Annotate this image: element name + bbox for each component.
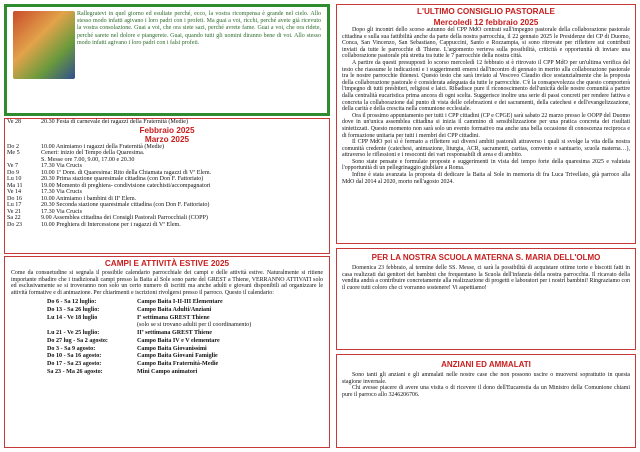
pastoral-council-date: Mercoledì 12 febbraio 2025: [433, 18, 539, 27]
camp-name: Iª settimana GREST Thiene: [137, 314, 210, 321]
calendar-date: Ve 21: [7, 208, 22, 215]
camp-dates: Do 17 - Sa 23 agosto:: [47, 361, 102, 367]
quote-text: Rallegratevi in quel giorno ed esultate perché, ecco, la vostra ricompensa è grande nel cielo. Allo stesso modo infatti agivano i loro padri con i profeti. Ma guai a voi, ricchi, perché avete già ricevuto la vostra consolazione. Guai a voi, che ora siete sazi, perché avrete fame. Guai a voi, che ora ridete, perché sarete nel dolore e piangerete. Guai, quando tutti gli uomini diranno bene di voi. Allo stesso modo infatti agivano i loro padri con i falsi profeti.: [77, 11, 321, 46]
camp-name: Campo Baita Adulti/Anziani: [137, 307, 212, 314]
pastoral-council-paragraph: A partire da questi presupposti lo scorso mercoledì 12 febbraio si è ritrovato il CPP MdO per un'ultima verifica del testo che riassume le indicazioni e i suggerimenti emersi dall'incontro di gennaio in merito alla collaborazione pastorale tra le nostre parrocchie thienesi. Questo testo che sarà inviato al Vescovo Claudio dice sostanzialmente che la proposta della collaborazione pastorale è considerata adeguata da tutte le parrocchie. C'è la consapevolezza che questo comporterà l'impegno di tutti presbiteri, religiosi e laici. Ribadisce pure il riconoscimento dell'unicità delle nostre comunità a partire dalla centralità eucaristica prima ancora di ogni scelta. Suggerisce inoltre una serie di passi concreti per rendere fattiva e concreta la collaborazione dal punto di vista delle celebrazioni e dei sacramenti, della catechesi e dell'evangelizzazione, della carità e della crescita nella comunione ecclesiale.: [342, 59, 630, 113]
calendar-event: 17.30 Via Crucis: [41, 189, 82, 195]
calendar-date: Lu 10: [7, 176, 22, 182]
nursery-school-article: [336, 248, 636, 350]
calendar-event: 10.00 Animiamo i bambini di IIª Elem.: [41, 195, 137, 202]
camp-name: Campo Baita I-II-III Elementare: [137, 299, 223, 306]
calendar-date: Me 5: [7, 150, 20, 156]
calendar-event: 17.30 Via Crucis: [41, 163, 82, 169]
pastoral-council-paragraph: Il CPP MdO poi si è fermato a riflettere sui diversi ambiti pastorali attraverso i quali si svolge la vita della nostra comunità credente (catechesi, animazione, liturgia, ACR, sacramenti, caritas, convento e santuario, scuola materna…), attraverso le riflessioni e i resoconti dei vari responsabili di area e di ambito.: [342, 139, 630, 159]
camp-dates: Do 27 lug - Sa 2 agosto:: [47, 337, 108, 344]
elderly-sick-article: [336, 354, 636, 448]
gospel-quote-box: [4, 4, 330, 116]
camp-dates: Do 6 - Sa 12 luglio:: [47, 299, 97, 306]
camp-dates: [47, 322, 137, 330]
calendar: [4, 118, 330, 254]
calendar-event: 19.00 Momento di preghiera- condivisione catechisti/accompagnatori: [41, 182, 211, 189]
calendar-date: Do 9: [7, 169, 20, 176]
summer-camps-intro: Come da consuetudine si segnala il possibile calendario parrocchiale dei campi e delle attività estive. Naturalmente si ritiene importante ribadire che i tradizionali campi presso la Baita al Sole sono parte del GREST a Thiene, VERRANNO ATTIVATI solo ed esclusivamente se si troveranno non solo un certo numero di iscritti ma anche adulti e giovani disponibili ad organizzare le attività formative e di animazione. Per chiarimenti e iscrizioni rivolgersi presso il parroco. Questo il calendario:: [11, 270, 323, 296]
calendar-event: 9.00 Assemblea cittadina dei Consigli Pastorali Parrocchiali (COPP): [41, 215, 208, 221]
camp-row: [47, 330, 255, 338]
camp-name: Mini Campo animatori: [137, 368, 198, 375]
calendar-event: 20.30 Seconda stazione quaresimale cittadina (con Don F. Fattoriato): [41, 202, 210, 208]
calendar-entry: [5, 119, 329, 126]
camp-name: Campo Baita Giovani Famiglie: [137, 353, 218, 360]
calendar-event: Ceneri: inizio del Tempo della Quaresima.: [41, 150, 145, 156]
camp-row: [47, 361, 255, 369]
pastoral-council-article: [336, 4, 636, 244]
nursery-school-title: PER LA NOSTRA SCUOLA MATERNA S. MARIA DELL'OLMO: [371, 253, 601, 262]
camp-name: Campo Baita IV e V elementare: [137, 337, 220, 344]
nursery-school-text: Domenica 23 febbraio, al termine delle SS. Messe, ci sarà la possibilità di acquistare ottime torte e biscotti fatti in casa realizzati dai genitori dei bambini che frequentano la Scuola dell'infanzia della nostra parrocchia. Il ricavato della vendita andrà a contribuire concretamente alla realizzazione di progetti e laboratori per i nostri bambini! Ringraziamo con il cuore tutti coloro che ci vorranno sostenere! Vi aspettiamo!: [342, 265, 630, 291]
summer-camps-table: [47, 299, 255, 376]
pastoral-council-title: L'ULTIMO CONSIGLIO PASTORALE: [417, 7, 555, 16]
camp-row: [47, 353, 255, 361]
camp-row: [47, 369, 255, 377]
summer-camps-title: CAMPI E ATTIVITÀ ESTIVE 2025: [104, 259, 230, 268]
camp-dates: Do 13 - Sa 26 luglio:: [47, 307, 100, 314]
calendar-date: Ve 28: [7, 119, 22, 125]
camp-dates: Do 10 - Sa 16 agosto:: [47, 353, 102, 360]
calendar-date: Do 16: [7, 195, 23, 202]
elderly-sick-text-1: Sono tanti gli anziani e gli ammalati nelle nostre case che non possono uscire o muoversi soprattutto in questa stagione invernale.: [342, 372, 630, 385]
camp-dates: Sa 23 - Ma 26 agosto:: [47, 368, 103, 375]
summer-camps-section: [4, 256, 330, 448]
calendar-event: 10.00 Animiamo i ragazzi della Fraternità (Medie): [41, 143, 165, 150]
camp-dates: Lu 14 - Ve 18 luglio: [47, 314, 98, 321]
calendar-event: 10.00 Preghiera di Intercessione per i ragazzi di Vª Elem.: [41, 221, 181, 228]
elderly-sick-text-2: Chi avesse piacere di avere una visita o di ricevere il dono dell'Eucarestia da un Ministro della Comunione chiami pure il parroco allo 3246206706.: [342, 385, 630, 398]
camp-name: IIª settimana GREST Thiene: [137, 330, 212, 337]
right-column: [336, 4, 636, 448]
calendar-entry: [5, 222, 329, 229]
camp-row: [47, 299, 255, 307]
calendar-event: 20.30 Prima stazione quaresimale cittadina (con Don F. Fattoriato): [41, 176, 204, 182]
calendar-date: Lu 17: [7, 202, 22, 208]
calendar-february-prelude: [5, 119, 329, 126]
calendar-date: Sa 22: [7, 215, 21, 221]
camp-row: [47, 346, 255, 354]
calendar-date: Ve 7: [7, 163, 18, 169]
camp-dates: Do 3 - Sa 9 agosto:: [47, 345, 96, 352]
pastoral-council-paragraph: Ora il prossimo appuntamento per tutti i CPP cittadini (CP e CPGE) sarà sabato 22 marzo presso le OOPP del Duomo dove in un'unica assemblea cittadina si inizia il cammino di sensibilizzazione per una pratica concreta dei risultati sintetizzati. Questo momento non sarà solo un evento formativo ma anche una bella occasione di conoscenza reciproca e di formazione unitaria per tutti i membri dei CPP cittadini.: [342, 112, 630, 139]
calendar-date: Do 23: [7, 221, 23, 228]
calendar-event: 20.30 Festa di carnevale dei ragazzi della Fraternità (Medie): [41, 119, 189, 125]
month-february: Febbraio 2025: [139, 125, 195, 135]
camp-dates: Lu 21 - Ve 25 luglio:: [47, 330, 100, 337]
month-march: Marzo 2025: [144, 134, 190, 144]
calendar-event: 17.30 Via Crucis: [41, 208, 82, 215]
camp-row: [47, 338, 255, 346]
camp-name: (solo se si trovano adulti per il coordinamento): [137, 322, 252, 329]
pastoral-council-paragraph: Sono state pensate e formulate proposte e suggerimenti in vista del tempo forte della quaresima 2025 e valutata l'opportunità di un pellegrinaggio giubilare a Roma.: [342, 158, 630, 172]
camp-row: [47, 307, 255, 315]
calendar-march-list: [5, 144, 329, 229]
elderly-sick-title: ANZIANI ED AMMALATI: [441, 360, 531, 369]
calendar-date: Ve 14: [7, 189, 22, 195]
camp-name: Campo Baita Giovanissimi: [137, 345, 207, 352]
pastoral-council-paragraph: Dopo gli incontri dello scorso autunno del CPP MdO centrati sull'impegno pastorale della collaborazione pastorale cittadina e sulla sua fattibilità anche da parte della nostra parrocchia, il 22 gennaio 2025 le Presidenze dei CP di Duomo, Conca, San Vincenzo, San Sebastiano, Cappuccini, Santo e Rozzampia, si sono ritrovate per riflettere sui contributi inviati da tutte le parrocchie di Thiene. L'argomento verteva sulla possibilità, criticità e opportunità di inviare una collaborazione pastorale più stretta tra tutte le 7 parrocchie della nostra città.: [342, 27, 630, 60]
calendar-date: Do 2: [7, 143, 20, 150]
left-column: [4, 4, 330, 448]
camp-name: Campo Baita Fraternità-Medie: [137, 361, 219, 367]
pastoral-council-paragraph: Infine è stata avanzata la proposta di dedicare la Baita al Sole in memoria di fra Luca Trivellato, già parroco alla MdO dal 2014 al 2020, morto nell'agosto 2024.: [342, 172, 630, 185]
calendar-event: S. Messe ore 7.00, 9.00, 17.00 e 20.30: [41, 156, 135, 163]
calendar-date: Ma 11: [7, 182, 23, 189]
sacred-art-image: [13, 11, 75, 79]
calendar-event: 10.00 1ª Dom. di Quaresima: Rito della Chiamata ragazzi di Vª Elem.: [41, 169, 212, 176]
pastoral-council-body: [337, 27, 635, 185]
